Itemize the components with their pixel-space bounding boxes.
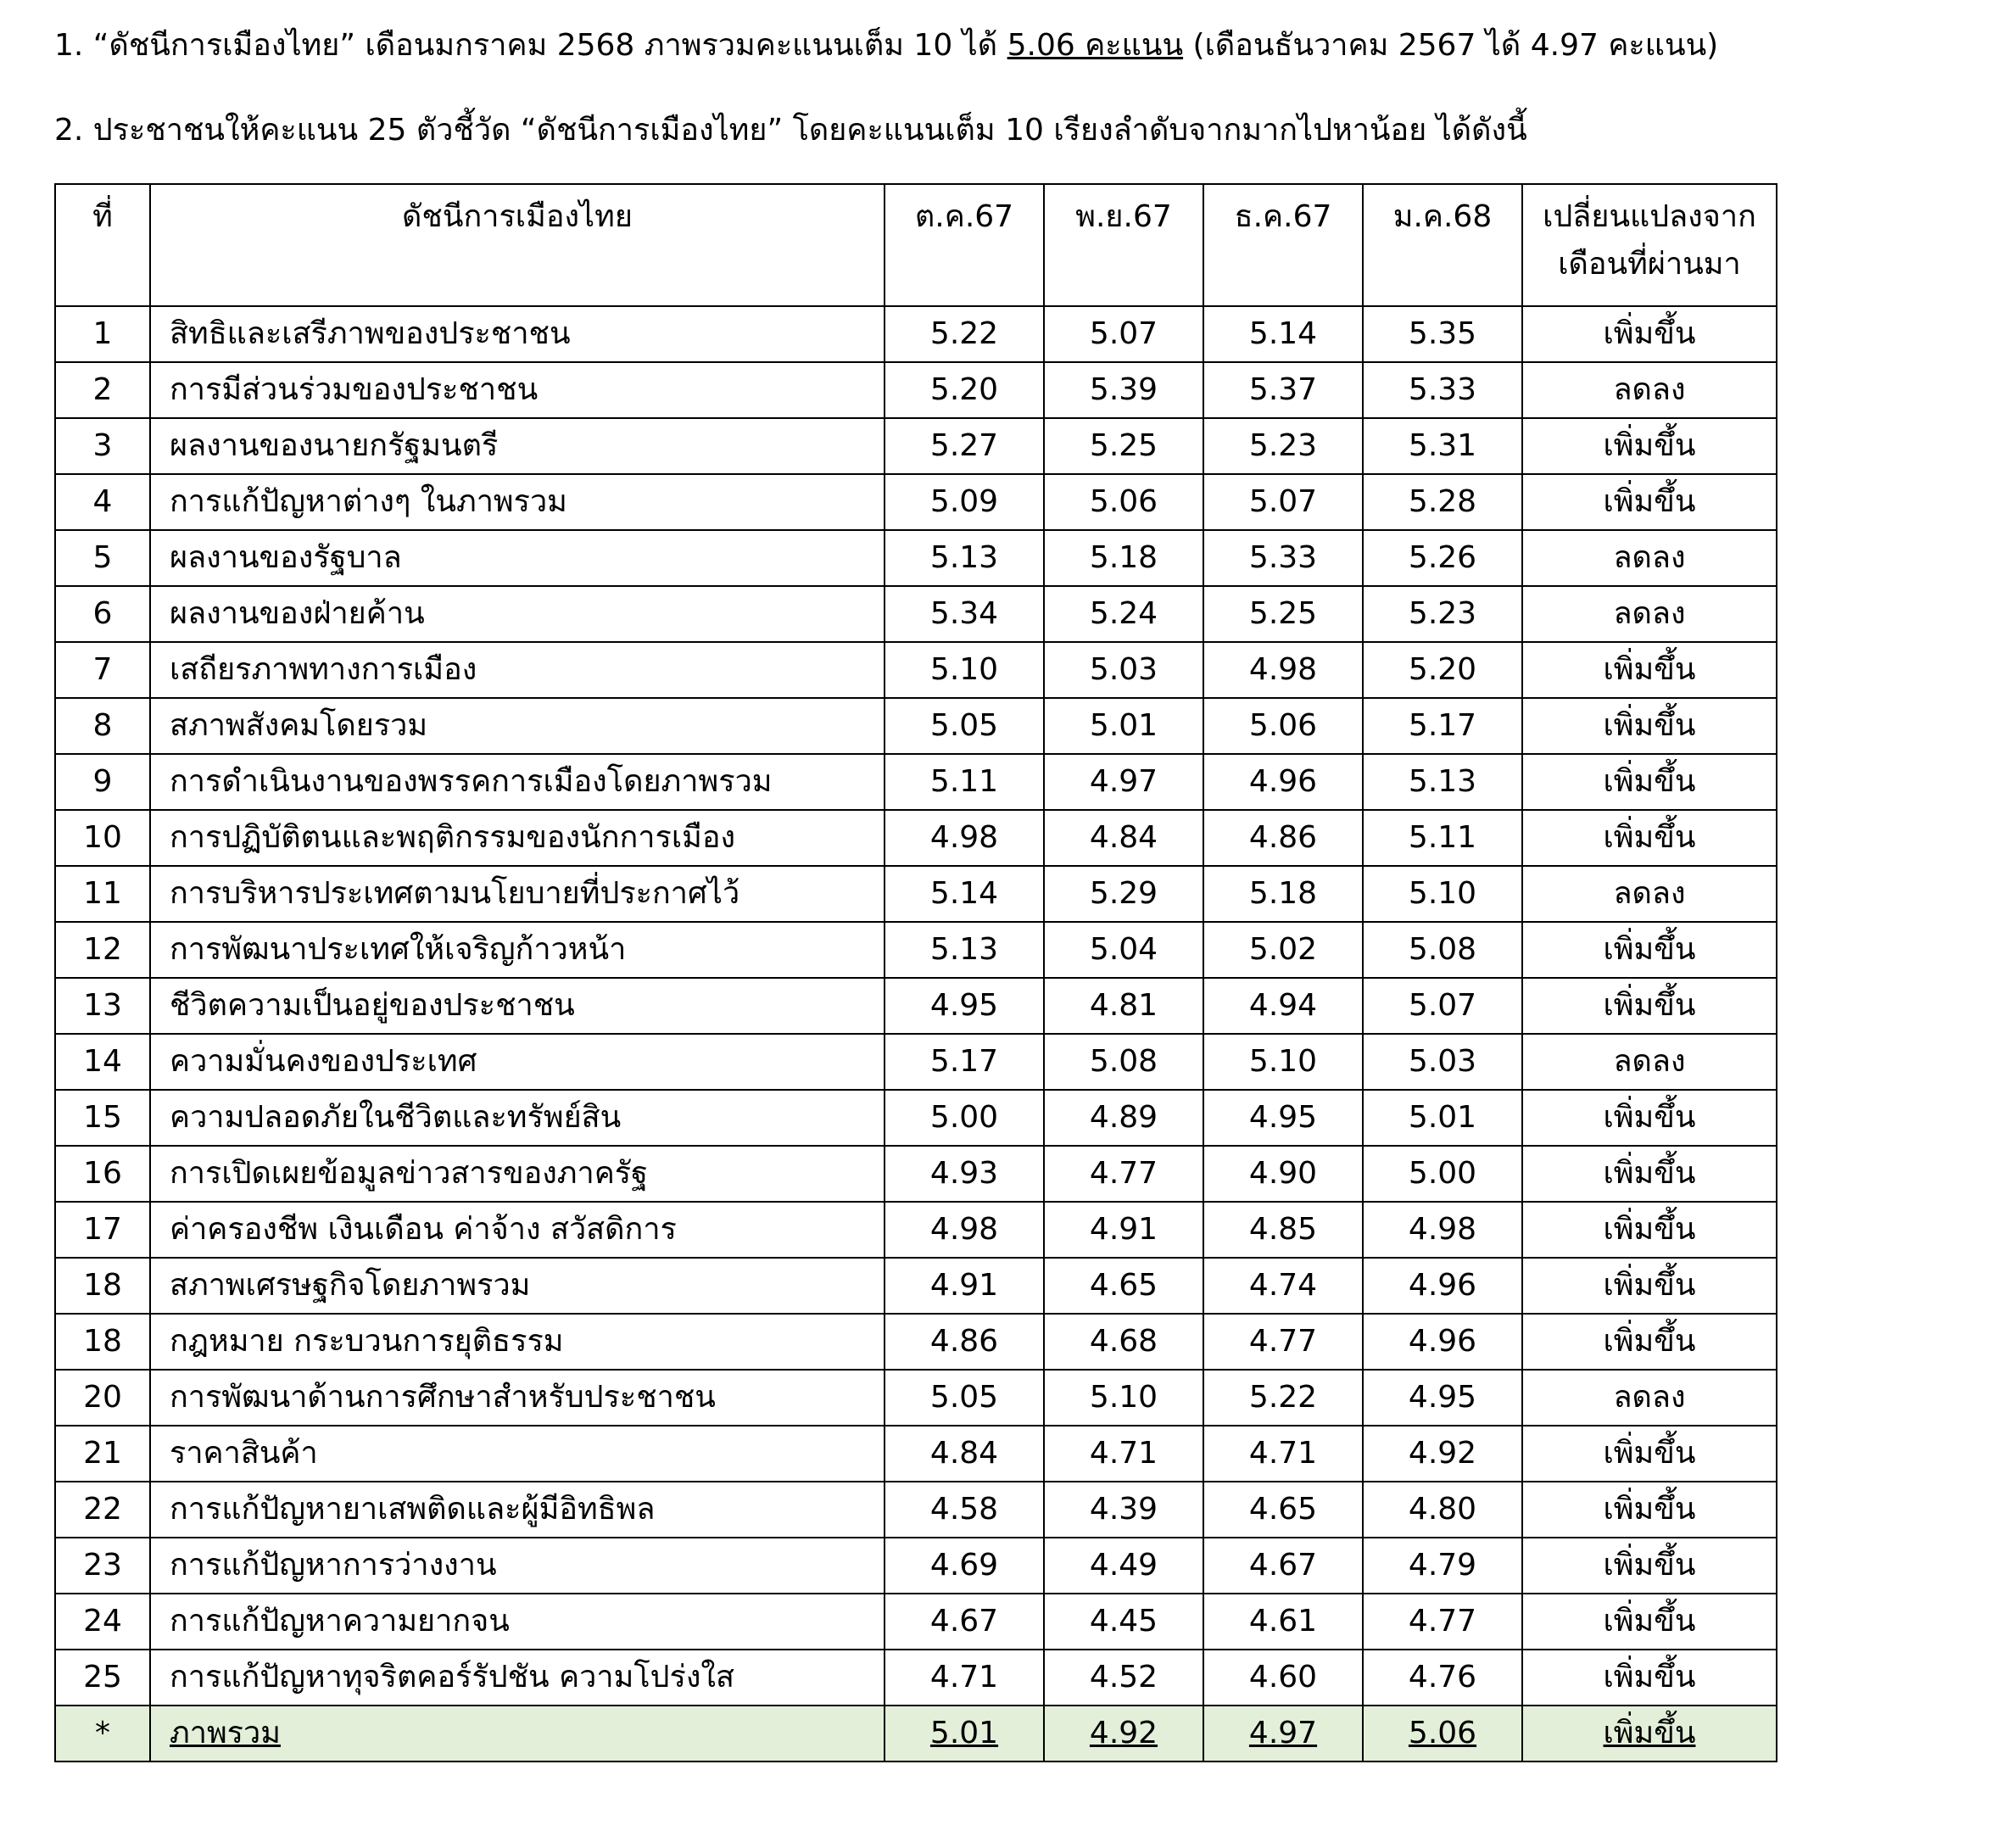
table-row [55, 1370, 1777, 1426]
row-dec-67-cell: 5.23 [1203, 418, 1363, 474]
table-row [55, 1594, 1777, 1650]
row-jan-68-cell: 5.00 [1363, 1146, 1522, 1202]
row-dec-67-cell: 4.96 [1203, 754, 1363, 810]
row-rank-cell: 7 [55, 642, 150, 698]
table-row [55, 866, 1777, 922]
row-change-cell: เพิ่มขึ้น [1522, 810, 1777, 866]
row-oct-67-cell: 4.67 [885, 1594, 1044, 1650]
row-jan-68-cell: 5.01 [1363, 1090, 1522, 1146]
row-change-cell: เพิ่มขึ้น [1522, 1202, 1777, 1258]
row-dec-67-cell: 4.85 [1203, 1202, 1363, 1258]
row-jan-68-cell: 5.03 [1363, 1034, 1522, 1090]
row-nov-67-cell: 4.84 [1044, 810, 1203, 866]
total-index-name-cell [150, 1706, 885, 1761]
row-dec-67-cell: 5.06 [1203, 698, 1363, 754]
row-jan-68-cell: 5.13 [1363, 754, 1522, 810]
row-jan-68-cell: 4.96 [1363, 1258, 1522, 1314]
row-dec-67-cell: 4.71 [1203, 1426, 1363, 1482]
total-change-cell [1522, 1706, 1777, 1761]
table-row [55, 978, 1777, 1034]
row-oct-67-cell: 5.05 [885, 1370, 1044, 1426]
row-change-cell: เพิ่มขึ้น [1522, 474, 1777, 530]
row-index-name-cell: การพัฒนาประเทศให้เจริญก้าวหน้า [150, 922, 885, 978]
row-dec-67-cell: 5.07 [1203, 474, 1363, 530]
row-index-name-cell: การมีส่วนร่วมของประชาชน [150, 362, 885, 418]
total-oct-67-value: 5.01 [929, 1716, 999, 1750]
row-dec-67-cell: 4.77 [1203, 1314, 1363, 1370]
row-rank-cell: 22 [55, 1482, 150, 1538]
row-jan-68-cell: 5.20 [1363, 642, 1522, 698]
row-dec-67-cell: 4.95 [1203, 1090, 1363, 1146]
row-rank-cell: 18 [55, 1314, 150, 1370]
table-header-row [55, 184, 1777, 306]
table-row [55, 1146, 1777, 1202]
row-nov-67-cell: 4.89 [1044, 1090, 1203, 1146]
row-jan-68-cell: 5.07 [1363, 978, 1522, 1034]
row-rank-cell: 5 [55, 530, 150, 586]
row-change-cell: เพิ่มขึ้น [1522, 754, 1777, 810]
total-dec-67-cell [1203, 1706, 1363, 1761]
total-oct-67-cell [885, 1706, 1044, 1761]
row-oct-67-cell: 4.91 [885, 1258, 1044, 1314]
table-row [55, 642, 1777, 698]
row-oct-67-cell: 4.93 [885, 1146, 1044, 1202]
table-row [55, 530, 1777, 586]
row-nov-67-cell: 5.29 [1044, 866, 1203, 922]
row-index-name-cell: ราคาสินค้า [150, 1426, 885, 1482]
row-nov-67-cell: 4.91 [1044, 1202, 1203, 1258]
row-jan-68-cell: 5.28 [1363, 474, 1522, 530]
header-oct-67: ต.ค.67 [885, 184, 1044, 306]
total-change-value: เพิ่มขึ้น [1603, 1716, 1696, 1750]
row-change-cell: เพิ่มขึ้น [1522, 1090, 1777, 1146]
row-dec-67-cell: 5.25 [1203, 586, 1363, 642]
row-index-name-cell: ความปลอดภัยในชีวิตและทรัพย์สิน [150, 1090, 885, 1146]
row-index-name-cell: ผลงานของฝ่ายค้าน [150, 586, 885, 642]
row-nov-67-cell: 5.39 [1044, 362, 1203, 418]
row-jan-68-cell: 5.11 [1363, 810, 1522, 866]
table-row [55, 362, 1777, 418]
row-jan-68-cell: 5.10 [1363, 866, 1522, 922]
row-change-cell: ลดลง [1522, 362, 1777, 418]
table-row [55, 754, 1777, 810]
row-index-name-cell: ค่าครองชีพ เงินเดือน ค่าจ้าง สวัสดิการ [150, 1202, 885, 1258]
row-nov-67-cell: 5.04 [1044, 922, 1203, 978]
row-index-name-cell: การดำเนินงานของพรรคการเมืองโดยภาพรวม [150, 754, 885, 810]
row-jan-68-cell: 5.33 [1363, 362, 1522, 418]
table-row [55, 1650, 1777, 1706]
row-change-cell: เพิ่มขึ้น [1522, 306, 1777, 362]
row-oct-67-cell: 5.11 [885, 754, 1044, 810]
row-rank-cell: 2 [55, 362, 150, 418]
row-change-cell: ลดลง [1522, 1370, 1777, 1426]
row-oct-67-cell: 4.95 [885, 978, 1044, 1034]
row-dec-67-cell: 5.10 [1203, 1034, 1363, 1090]
row-nov-67-cell: 5.18 [1044, 530, 1203, 586]
row-oct-67-cell: 4.69 [885, 1538, 1044, 1594]
row-index-name-cell: กฎหมาย กระบวนการยุติธรรม [150, 1314, 885, 1370]
row-index-name-cell: การเปิดเผยข้อมูลข่าวสารของภาครัฐ [150, 1146, 885, 1202]
table-row [55, 306, 1777, 362]
row-nov-67-cell: 5.01 [1044, 698, 1203, 754]
row-rank-cell: 15 [55, 1090, 150, 1146]
intro-line-2: 2. ประชาชนให้คะแนน 25 ตัวชี้วัด “ดัชนีการเมืองไทย” โดยคะแนนเต็ม 10 เรียงลำดับจากมากไปหาน้อย ได้ดังนี้ [54, 113, 1527, 148]
total-row [55, 1706, 1777, 1761]
total-nov-67-cell [1044, 1706, 1203, 1761]
row-index-name-cell: ผลงานของนายกรัฐมนตรี [150, 418, 885, 474]
row-change-cell: เพิ่มขึ้น [1522, 978, 1777, 1034]
row-oct-67-cell: 5.22 [885, 306, 1044, 362]
row-rank-cell: 12 [55, 922, 150, 978]
row-oct-67-cell: 4.84 [885, 1426, 1044, 1482]
row-index-name-cell: ผลงานของรัฐบาล [150, 530, 885, 586]
intro-line-1-prefix: 1. “ดัชนีการเมืองไทย” เดือนมกราคม 2568 ภาพรวมคะแนนเต็ม 10 ได้ [54, 28, 1007, 63]
total-dec-67-value: 4.97 [1248, 1716, 1318, 1750]
row-change-cell: เพิ่มขึ้น [1522, 418, 1777, 474]
row-dec-67-cell: 4.98 [1203, 642, 1363, 698]
row-jan-68-cell: 5.35 [1363, 306, 1522, 362]
row-index-name-cell: ชีวิตความเป็นอยู่ของประชาชน [150, 978, 885, 1034]
row-oct-67-cell: 5.00 [885, 1090, 1044, 1146]
row-jan-68-cell: 5.17 [1363, 698, 1522, 754]
row-oct-67-cell: 5.27 [885, 418, 1044, 474]
row-index-name-cell: การแก้ปัญหาความยากจน [150, 1594, 885, 1650]
header-change: เปลี่ยนแปลงจากเดือนที่ผ่านมา [1522, 184, 1777, 306]
row-index-name-cell: การแก้ปัญหาต่างๆ ในภาพรวม [150, 474, 885, 530]
total-jan-68-cell [1363, 1706, 1522, 1761]
row-nov-67-cell: 4.81 [1044, 978, 1203, 1034]
row-index-name-cell: การปฏิบัติตนและพฤติกรรมของนักการเมือง [150, 810, 885, 866]
row-oct-67-cell: 5.13 [885, 922, 1044, 978]
row-rank-cell: 16 [55, 1146, 150, 1202]
row-jan-68-cell: 4.76 [1363, 1650, 1522, 1706]
row-dec-67-cell: 5.22 [1203, 1370, 1363, 1426]
row-jan-68-cell: 4.96 [1363, 1314, 1522, 1370]
row-nov-67-cell: 4.39 [1044, 1482, 1203, 1538]
table-row [55, 1538, 1777, 1594]
header-rank: ที่ [55, 184, 150, 306]
overall-score-highlight: 5.06 คะแนน [1007, 28, 1184, 63]
row-change-cell: เพิ่มขึ้น [1522, 922, 1777, 978]
row-dec-67-cell: 5.37 [1203, 362, 1363, 418]
row-index-name-cell: การพัฒนาด้านการศึกษาสำหรับประชาชน [150, 1370, 885, 1426]
row-dec-67-cell: 4.61 [1203, 1594, 1363, 1650]
row-rank-cell: 1 [55, 306, 150, 362]
row-oct-67-cell: 4.58 [885, 1482, 1044, 1538]
row-change-cell: ลดลง [1522, 530, 1777, 586]
row-index-name-cell: ความมั่นคงของประเทศ [150, 1034, 885, 1090]
row-oct-67-cell: 5.05 [885, 698, 1044, 754]
row-index-name-cell: เสถียรภาพทางการเมือง [150, 642, 885, 698]
row-oct-67-cell: 5.34 [885, 586, 1044, 642]
row-dec-67-cell: 5.33 [1203, 530, 1363, 586]
table-row [55, 1034, 1777, 1090]
row-oct-67-cell: 5.10 [885, 642, 1044, 698]
row-jan-68-cell: 4.77 [1363, 1594, 1522, 1650]
row-nov-67-cell: 5.06 [1044, 474, 1203, 530]
row-oct-67-cell: 4.98 [885, 810, 1044, 866]
table-row [55, 474, 1777, 530]
row-rank-cell: 25 [55, 1650, 150, 1706]
row-nov-67-cell: 4.77 [1044, 1146, 1203, 1202]
row-nov-67-cell: 5.24 [1044, 586, 1203, 642]
row-jan-68-cell: 5.08 [1363, 922, 1522, 978]
row-rank-cell: 8 [55, 698, 150, 754]
row-nov-67-cell: 4.45 [1044, 1594, 1203, 1650]
table-row [55, 922, 1777, 978]
row-jan-68-cell: 4.95 [1363, 1370, 1522, 1426]
row-rank-cell: 18 [55, 1258, 150, 1314]
row-nov-67-cell: 4.97 [1044, 754, 1203, 810]
intro-line-1 [54, 20, 1718, 71]
row-dec-67-cell: 4.86 [1203, 810, 1363, 866]
row-nov-67-cell: 4.49 [1044, 1538, 1203, 1594]
row-dec-67-cell: 4.65 [1203, 1482, 1363, 1538]
row-nov-67-cell: 5.25 [1044, 418, 1203, 474]
row-index-name-cell: สิทธิและเสรีภาพของประชาชน [150, 306, 885, 362]
row-rank-cell: 23 [55, 1538, 150, 1594]
row-change-cell: เพิ่มขึ้น [1522, 1314, 1777, 1370]
row-change-cell: เพิ่มขึ้น [1522, 1650, 1777, 1706]
row-rank-cell: 14 [55, 1034, 150, 1090]
total-index-name-value: ภาพรวม [170, 1716, 281, 1750]
header-jan-68: ม.ค.68 [1363, 184, 1522, 306]
row-jan-68-cell: 5.26 [1363, 530, 1522, 586]
row-jan-68-cell: 4.98 [1363, 1202, 1522, 1258]
row-rank-cell: 10 [55, 810, 150, 866]
row-jan-68-cell: 4.92 [1363, 1426, 1522, 1482]
row-oct-67-cell: 5.17 [885, 1034, 1044, 1090]
row-oct-67-cell: 5.14 [885, 866, 1044, 922]
total-nov-67-value: 4.92 [1089, 1716, 1158, 1750]
row-oct-67-cell: 5.20 [885, 362, 1044, 418]
row-dec-67-cell: 5.02 [1203, 922, 1363, 978]
table-row [55, 810, 1777, 866]
row-jan-68-cell: 5.23 [1363, 586, 1522, 642]
row-index-name-cell: การแก้ปัญหาการว่างงาน [150, 1538, 885, 1594]
row-oct-67-cell: 4.86 [885, 1314, 1044, 1370]
header-nov-67: พ.ย.67 [1044, 184, 1203, 306]
row-nov-67-cell: 5.03 [1044, 642, 1203, 698]
row-jan-68-cell: 4.80 [1363, 1482, 1522, 1538]
row-dec-67-cell: 5.18 [1203, 866, 1363, 922]
row-nov-67-cell: 5.07 [1044, 306, 1203, 362]
row-oct-67-cell: 4.71 [885, 1650, 1044, 1706]
row-nov-67-cell: 4.71 [1044, 1426, 1203, 1482]
table-row [55, 1426, 1777, 1482]
row-rank-cell: 13 [55, 978, 150, 1034]
row-change-cell: เพิ่มขึ้น [1522, 1258, 1777, 1314]
header-dec-67: ธ.ค.67 [1203, 184, 1363, 306]
table-row [55, 698, 1777, 754]
row-dec-67-cell: 4.90 [1203, 1146, 1363, 1202]
table-body [55, 306, 1777, 1761]
table-row [55, 1258, 1777, 1314]
table-row [55, 1090, 1777, 1146]
row-change-cell: ลดลง [1522, 586, 1777, 642]
row-oct-67-cell: 5.09 [885, 474, 1044, 530]
row-dec-67-cell: 4.94 [1203, 978, 1363, 1034]
row-rank-cell: 24 [55, 1594, 150, 1650]
row-rank-cell: 20 [55, 1370, 150, 1426]
table-row [55, 1314, 1777, 1370]
row-oct-67-cell: 4.98 [885, 1202, 1044, 1258]
header-index-name: ดัชนีการเมืองไทย [150, 184, 885, 306]
row-dec-67-cell: 4.60 [1203, 1650, 1363, 1706]
total-jan-68-value: 5.06 [1408, 1716, 1477, 1750]
row-jan-68-cell: 4.79 [1363, 1538, 1522, 1594]
row-nov-67-cell: 4.65 [1044, 1258, 1203, 1314]
row-rank-cell: 11 [55, 866, 150, 922]
row-rank-cell: 21 [55, 1426, 150, 1482]
table-row [55, 586, 1777, 642]
row-index-name-cell: การแก้ปัญหายาเสพติดและผู้มีอิทธิพล [150, 1482, 885, 1538]
row-nov-67-cell: 5.10 [1044, 1370, 1203, 1426]
row-index-name-cell: สภาพเศรษฐกิจโดยภาพรวม [150, 1258, 885, 1314]
row-nov-67-cell: 4.68 [1044, 1314, 1203, 1370]
row-rank-cell: 9 [55, 754, 150, 810]
row-dec-67-cell: 5.14 [1203, 306, 1363, 362]
row-rank-cell: 6 [55, 586, 150, 642]
row-change-cell: เพิ่มขึ้น [1522, 1482, 1777, 1538]
row-nov-67-cell: 4.52 [1044, 1650, 1203, 1706]
total-rank-cell: * [55, 1706, 150, 1761]
row-index-name-cell: การบริหารประเทศตามนโยบายที่ประกาศไว้ [150, 866, 885, 922]
row-rank-cell: 3 [55, 418, 150, 474]
row-change-cell: ลดลง [1522, 1034, 1777, 1090]
row-change-cell: ลดลง [1522, 866, 1777, 922]
row-rank-cell: 17 [55, 1202, 150, 1258]
row-change-cell: เพิ่มขึ้น [1522, 698, 1777, 754]
row-oct-67-cell: 5.13 [885, 530, 1044, 586]
row-jan-68-cell: 5.31 [1363, 418, 1522, 474]
row-dec-67-cell: 4.74 [1203, 1258, 1363, 1314]
table-row [55, 1482, 1777, 1538]
row-rank-cell: 4 [55, 474, 150, 530]
row-change-cell: เพิ่มขึ้น [1522, 1594, 1777, 1650]
table-row [55, 418, 1777, 474]
row-dec-67-cell: 4.67 [1203, 1538, 1363, 1594]
row-change-cell: เพิ่มขึ้น [1522, 642, 1777, 698]
table-row [55, 1202, 1777, 1258]
politics-index-table [54, 183, 1777, 1762]
row-change-cell: เพิ่มขึ้น [1522, 1426, 1777, 1482]
row-change-cell: เพิ่มขึ้น [1522, 1538, 1777, 1594]
intro-line-1-suffix: (เดือนธันวาคม 2567 ได้ 4.97 คะแนน) [1183, 28, 1719, 63]
row-change-cell: เพิ่มขึ้น [1522, 1146, 1777, 1202]
row-index-name-cell: การแก้ปัญหาทุจริตคอร์รัปชัน ความโปร่งใส [150, 1650, 885, 1706]
row-index-name-cell: สภาพสังคมโดยรวม [150, 698, 885, 754]
row-nov-67-cell: 5.08 [1044, 1034, 1203, 1090]
